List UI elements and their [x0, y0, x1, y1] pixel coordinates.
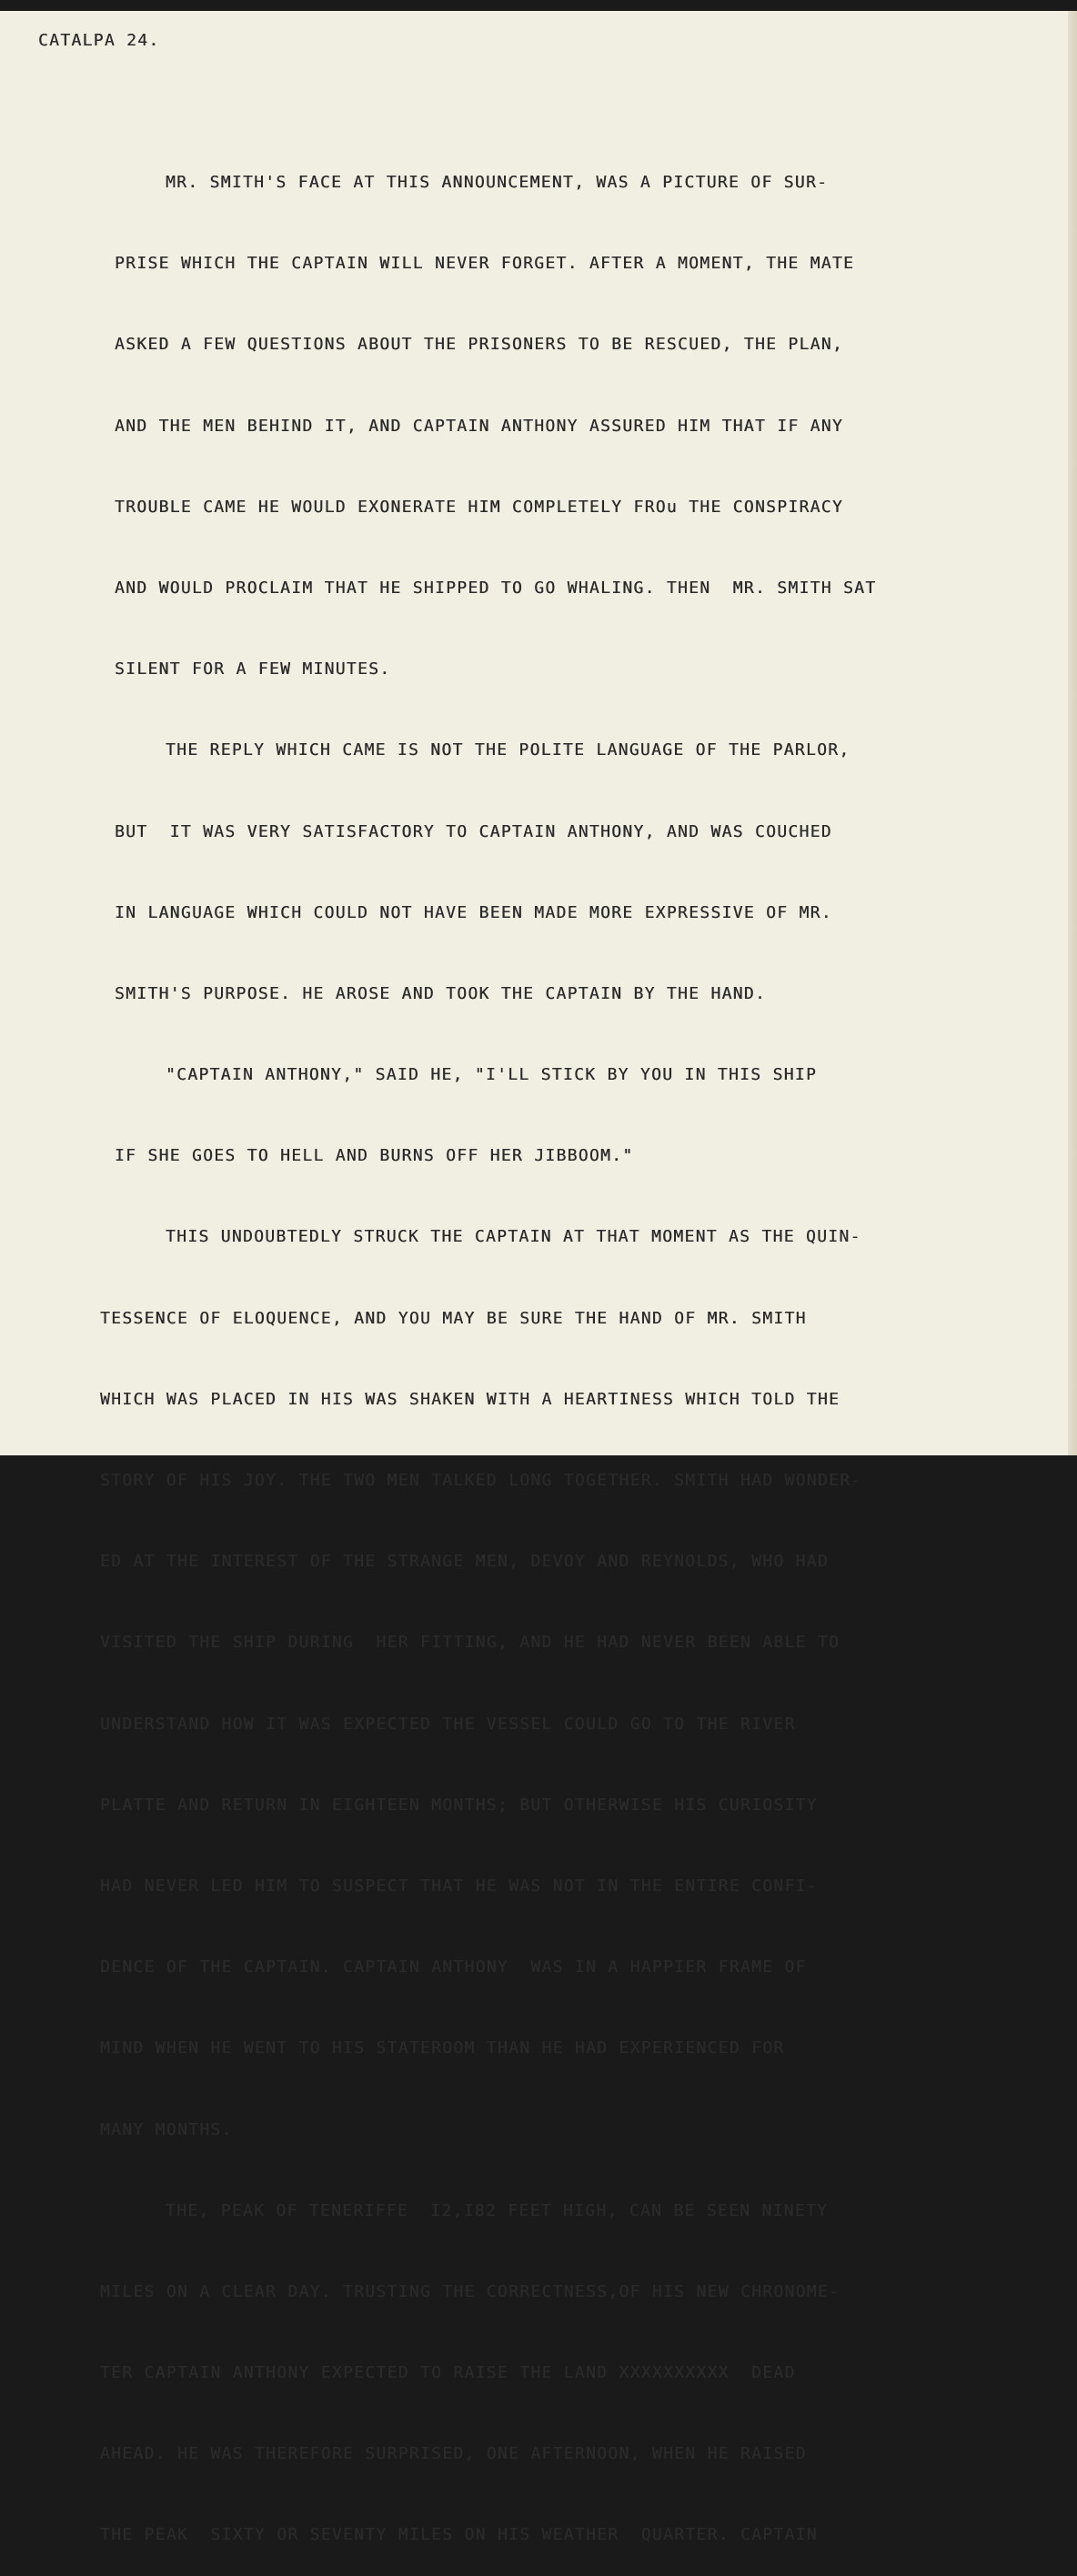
text-line: SILENT FOR A FEW MINUTES. [115, 659, 391, 679]
text-line: BUT IT WAS VERY SATISFACTORY TO CAPTAIN ANTHONY, AND WAS COUCHED [115, 821, 832, 841]
text-line: THE, PEAK OF TENERIFFE I2,I82 FEET HIGH, CAN BE SEEN NINETY [166, 2200, 829, 2220]
text-line: AND THE MEN BEHIND IT, AND CAPTAIN ANTHONY ASSURED HIM THAT IF ANY [115, 416, 844, 436]
text-line: PRISE WHICH THE CAPTAIN WILL NEVER FORGET. AFTER A MOMENT, THE MATE [115, 254, 855, 274]
text-line: TESSENCE OF ELOQUENCE, AND YOU MAY BE SURE THE HAND OF MR. SMITH [100, 1308, 807, 1328]
text-line: HAD NEVER LED HIM TO SUSPECT THAT HE WAS NOT IN THE ENTIRE CONFI- [100, 1876, 818, 1896]
text-line: ED AT THE INTEREST OF THE STRANGE MEN, DEVOY AND REYNOLDS, WHO HAD [100, 1552, 830, 1572]
text-line: MILES ON A CLEAR DAY. TRUSTING THE CORRECTNESS,OF HIS NEW CHRONOME- [100, 2281, 840, 2301]
text-line: TER CAPTAIN ANTHONY EXPECTED TO RAISE THE LAND XXXXXXXXXX DEAD [100, 2363, 796, 2383]
text-line: MR. SMITH'S FACE AT THIS ANNOUNCEMENT, WAS A PICTURE OF SUR- [166, 173, 829, 192]
text-line: IF SHE GOES TO HELL AND BURNS OFF HER JIBBOOM." [115, 1146, 634, 1166]
page-edge [1068, 11, 1077, 1455]
text-line: ASKED A FEW QUESTIONS ABOUT THE PRISONERS TO BE RESCUED, THE PLAN, [115, 335, 844, 355]
text-line: AND WOULD PROCLAIM THAT HE SHIPPED TO GO WHALING. THEN MR. SMITH SAT [115, 578, 877, 598]
text-line: STORY OF HIS JOY. THE TWO MEN TALKED LONG TOGETHER. SMITH HAD WONDER- [100, 1471, 862, 1490]
text-line: THE PEAK SIXTY OR SEVENTY MILES ON HIS WEATHER QUARTER. CAPTAIN [100, 2525, 818, 2545]
text-line: IN LANGUAGE WHICH COULD NOT HAVE BEEN MADE MORE EXPRESSIVE OF MR. [115, 902, 832, 922]
text-line: SMITH'S PURPOSE. HE AROSE AND TOOK THE CAPTAIN BY THE HAND. [115, 983, 767, 1003]
text-line: MIND WHEN HE WENT TO HIS STATEROOM THAN HE HAD EXPERIENCED FOR [100, 2038, 785, 2058]
text-line: PLATTE AND RETURN IN EIGHTEEN MONTHS; BUT OTHERWISE HIS CURIOSITY [100, 1795, 818, 1815]
text-line: "CAPTAIN ANTHONY," SAID HE, "I'LL STICK BY YOU IN THIS SHIP [166, 1065, 818, 1085]
text-line: AHEAD. HE WAS THEREFORE SURPRISED, ONE AFTERNOON, WHEN HE RAISED [100, 2444, 807, 2464]
text-line: TROUBLE CAME HE WOULD EXONERATE HIM COMPLETELY FROu THE CONSPIRACY [115, 497, 844, 517]
text-line: WHICH WAS PLACED IN HIS WAS SHAKEN WITH A HEARTINESS WHICH TOLD THE [100, 1389, 840, 1409]
text-line: UNDERSTAND HOW IT WAS EXPECTED THE VESSEL COULD GO TO THE RIVER [100, 1714, 796, 1734]
page-header: CATALPA 24. [38, 31, 160, 50]
body-text [100, 123, 1046, 2576]
text-line: THIS UNDOUBTEDLY STRUCK THE CAPTAIN AT THAT MOMENT AS THE QUIN- [166, 1227, 861, 1247]
text-line: MANY MONTHS. [100, 2119, 233, 2139]
text-line: THE REPLY WHICH CAME IS NOT THE POLITE LANGUAGE OF THE PARLOR, [166, 740, 851, 760]
text-line: VISITED THE SHIP DURING HER FITTING, AND HE HAD NEVER BEEN ABLE TO [100, 1633, 840, 1653]
text-line: DENCE OF THE CAPTAIN. CAPTAIN ANTHONY WAS IN A HAPPIER FRAME OF [100, 1957, 807, 1977]
